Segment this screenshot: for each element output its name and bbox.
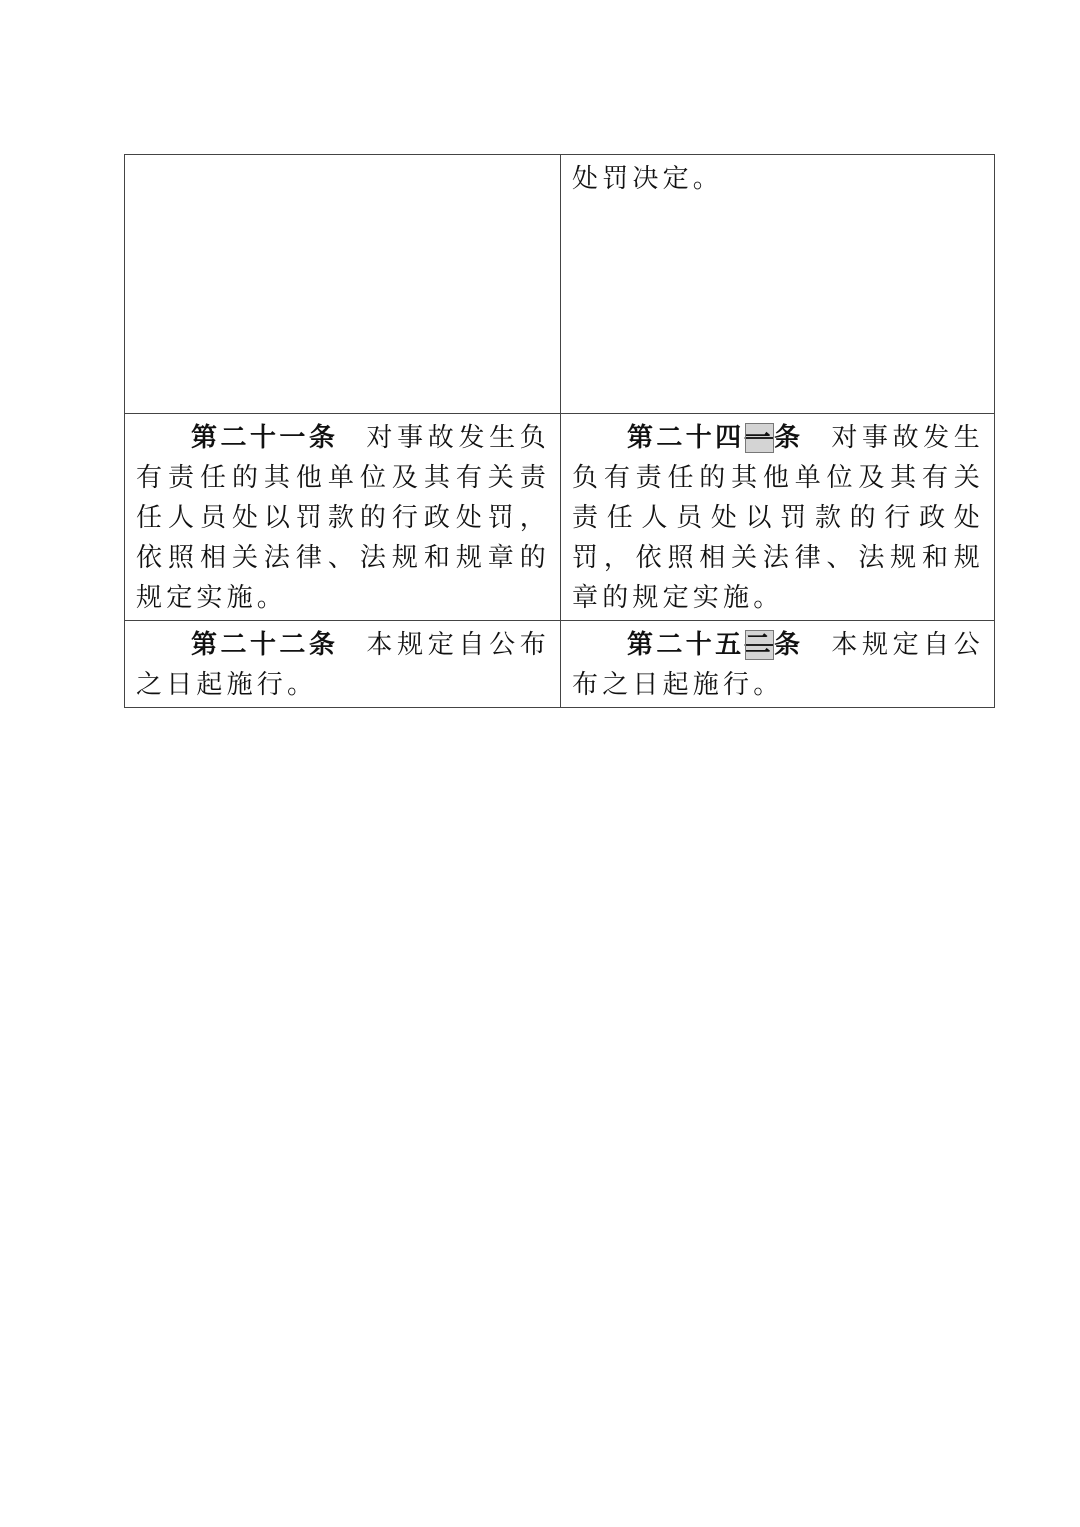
- article-number-prefix: 第二十四: [627, 423, 745, 453]
- regulation-comparison-table: [124, 154, 995, 708]
- original-text-cell: [125, 414, 561, 621]
- article-number-prefix: 第二十五: [627, 630, 745, 660]
- article-number: [627, 630, 803, 660]
- article-number-suffix: 条: [773, 630, 804, 660]
- table-row: [125, 414, 995, 621]
- article-text: 本规定自公布之日起施行。: [136, 630, 550, 700]
- table-row: [125, 155, 995, 414]
- table-row: [125, 621, 995, 708]
- deleted-character: 一: [744, 423, 774, 453]
- article-text: 对事故发生负有责任的其他单位及其有关责任人员处以罚款的行政处罚，依照相关法律、法规和规章的规定实施。: [572, 423, 984, 613]
- article-number: 第二十二条: [191, 630, 339, 660]
- article-number-suffix: 条: [773, 423, 804, 453]
- deleted-character: 二: [744, 630, 774, 660]
- article-text: 本规定自公布之日起施行。: [572, 630, 984, 700]
- revised-text-cell: [561, 621, 995, 708]
- article-number: 第二十一条: [191, 423, 339, 453]
- revised-text-cell: [561, 414, 995, 621]
- revised-text-cell: [561, 155, 995, 414]
- revised-text: 处罚决定。: [572, 164, 724, 194]
- article-text: 对事故发生负有责任的其他单位及其有关责任人员处以罚款的行政处罚，依照相关法律、法规和规章的规定实施。: [136, 423, 550, 613]
- original-text-cell: [125, 621, 561, 708]
- original-text-cell: [125, 155, 561, 414]
- article-number: [627, 423, 803, 453]
